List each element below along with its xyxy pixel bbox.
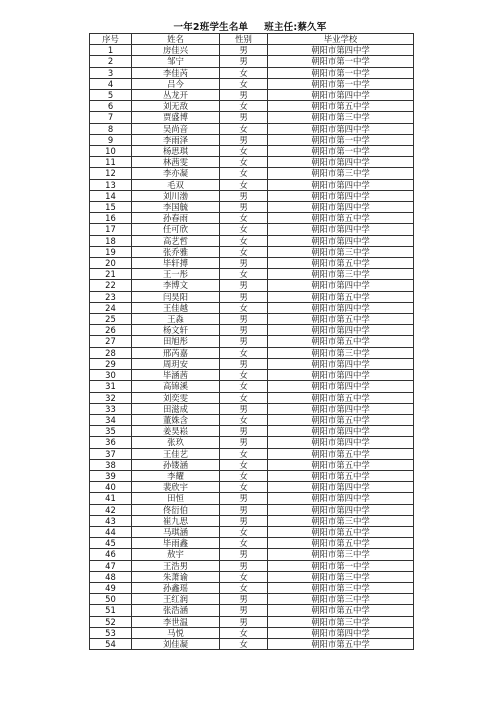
cell-index: 49 [90,582,132,593]
cell-index: 51 [90,605,132,616]
table-row [90,470,414,481]
table-row [90,269,414,280]
table-row [90,157,414,168]
table-row [90,594,414,605]
table-row [90,45,414,56]
cell-index: 44 [90,526,132,537]
cell-name: 丛龙开 [132,90,220,101]
cell-index: 28 [90,347,132,358]
cell-school: 朝阳市第五中学 [268,448,414,459]
cell-index: 16 [90,213,132,224]
cell-gender: 女 [220,638,268,649]
cell-school: 朝阳市第四中学 [268,437,414,448]
cell-index: 1 [90,45,132,56]
cell-index: 47 [90,560,132,571]
cell-school: 朝阳市第四中学 [268,381,414,392]
cell-index: 10 [90,146,132,157]
cell-index: 43 [90,515,132,526]
cell-gender: 女 [220,235,268,246]
cell-school: 朝阳市第一中学 [268,146,414,157]
table-row [90,627,414,638]
cell-gender: 女 [220,627,268,638]
cell-gender: 女 [220,459,268,470]
table-row [90,336,414,347]
cell-school: 朝阳市第四中学 [268,493,414,504]
cell-index: 53 [90,627,132,638]
cell-school: 朝阳市第五中学 [268,414,414,425]
cell-school: 朝阳市第五中学 [268,538,414,549]
table-row [90,549,414,560]
cell-index: 9 [90,134,132,145]
table-row [90,168,414,179]
cell-gender: 男 [220,291,268,302]
cell-index: 11 [90,157,132,168]
cell-index: 25 [90,314,132,325]
cell-index: 33 [90,403,132,414]
cell-index: 32 [90,392,132,403]
cell-name: 毕涵茜 [132,370,220,381]
cell-school: 朝阳市第三中学 [268,616,414,627]
cell-name: 敖宇 [132,549,220,560]
cell-school: 朝阳市第四中学 [268,627,414,638]
table-row [90,123,414,134]
cell-name: 王一彤 [132,269,220,280]
table-row [90,560,414,571]
cell-name: 刘奕雯 [132,392,220,403]
cell-name: 崔九思 [132,515,220,526]
cell-name: 杨文轩 [132,325,220,336]
cell-index: 3 [90,67,132,78]
cell-index: 4 [90,78,132,89]
cell-gender: 女 [220,582,268,593]
table-row [90,246,414,257]
table-row [90,146,414,157]
table-row [90,414,414,425]
cell-name: 张玖 [132,437,220,448]
cell-gender: 女 [220,269,268,280]
cell-index: 2 [90,56,132,67]
cell-school: 朝阳市第一中学 [268,560,414,571]
cell-name: 林茜雯 [132,157,220,168]
cell-name: 马琪涵 [132,526,220,537]
table-row [90,571,414,582]
cell-school: 朝阳市第五中学 [268,258,414,269]
cell-school: 朝阳市第五中学 [268,470,414,481]
table-row [90,392,414,403]
cell-name: 吕今 [132,78,220,89]
cell-index: 7 [90,112,132,123]
table-row [90,538,414,549]
cell-school: 朝阳市第五中学 [268,526,414,537]
cell-gender: 男 [220,90,268,101]
cell-school: 朝阳市第四中学 [268,358,414,369]
cell-school: 朝阳市第五中学 [268,605,414,616]
cell-gender: 女 [220,302,268,313]
cell-school: 朝阳市第四中学 [268,179,414,190]
table-row [90,291,414,302]
cell-gender: 女 [220,392,268,403]
header-index: 序号 [90,34,132,45]
cell-name: 李雨泽 [132,134,220,145]
cell-school: 朝阳市第五中学 [268,101,414,112]
table-row [90,134,414,145]
cell-gender: 女 [220,448,268,459]
table-row [90,202,414,213]
cell-school: 朝阳市第三中学 [268,269,414,280]
cell-gender: 男 [220,56,268,67]
cell-name: 刘佳凝 [132,638,220,649]
cell-gender: 男 [220,504,268,515]
teacher-label: 班主任: [264,22,298,33]
student-roster-table [89,33,414,650]
cell-index: 6 [90,101,132,112]
cell-school: 朝阳市第三中学 [268,112,414,123]
cell-index: 29 [90,358,132,369]
cell-name: 李世温 [132,616,220,627]
cell-school: 朝阳市第四中学 [268,370,414,381]
cell-gender: 男 [220,403,268,414]
cell-school: 朝阳市第四中学 [268,504,414,515]
cell-name: 田恒 [132,493,220,504]
header-gender: 性别 [220,34,268,45]
table-row [90,638,414,649]
cell-school: 朝阳市第五中学 [268,638,414,649]
cell-school: 朝阳市第五中学 [268,336,414,347]
cell-index: 18 [90,235,132,246]
cell-gender: 女 [220,470,268,481]
table-row [90,459,414,470]
cell-school: 朝阳市第三中学 [268,347,414,358]
cell-name: 毕轩搏 [132,258,220,269]
table-row [90,280,414,291]
cell-school: 朝阳市第三中学 [268,571,414,582]
cell-school: 朝阳市第五中学 [268,213,414,224]
cell-name: 高艺哲 [132,235,220,246]
cell-index: 12 [90,168,132,179]
table-row [90,213,414,224]
cell-index: 23 [90,291,132,302]
cell-name: 王浩男 [132,560,220,571]
table-header [90,34,414,45]
cell-index: 21 [90,269,132,280]
cell-name: 任可欣 [132,224,220,235]
cell-gender: 女 [220,101,268,112]
cell-name: 张乔雅 [132,246,220,257]
cell-school: 朝阳市第四中学 [268,123,414,134]
cell-school: 朝阳市第四中学 [268,157,414,168]
header-name: 姓名 [132,34,220,45]
cell-name: 贾盛博 [132,112,220,123]
cell-gender: 女 [220,78,268,89]
cell-gender: 男 [220,594,268,605]
cell-gender: 男 [220,515,268,526]
cell-name: 孙鑫瑶 [132,582,220,593]
cell-school: 朝阳市第三中学 [268,594,414,605]
cell-school: 朝阳市第四中学 [268,403,414,414]
cell-name: 田滋成 [132,403,220,414]
cell-index: 42 [90,504,132,515]
table-row [90,190,414,201]
cell-school: 朝阳市第四中学 [268,280,414,291]
cell-index: 30 [90,370,132,381]
cell-index: 20 [90,258,132,269]
cell-name: 李佳芮 [132,67,220,78]
cell-name: 周玥安 [132,358,220,369]
cell-gender: 男 [220,605,268,616]
cell-gender: 男 [220,202,268,213]
cell-name: 吴尚音 [132,123,220,134]
cell-name: 房佳兴 [132,45,220,56]
cell-name: 姜昊崧 [132,426,220,437]
cell-gender: 男 [220,493,268,504]
table-row [90,482,414,493]
cell-name: 孙春雨 [132,213,220,224]
cell-index: 19 [90,246,132,257]
cell-gender: 女 [220,179,268,190]
cell-index: 26 [90,325,132,336]
cell-gender: 女 [220,67,268,78]
cell-name: 毛双 [132,179,220,190]
cell-school: 朝阳市第四中学 [268,482,414,493]
cell-gender: 女 [220,347,268,358]
cell-gender: 女 [220,168,268,179]
table-row [90,78,414,89]
cell-name: 王佳越 [132,302,220,313]
cell-school: 朝阳市第四中学 [268,426,414,437]
table-row [90,370,414,381]
cell-name: 高锦溪 [132,381,220,392]
cell-index: 36 [90,437,132,448]
cell-gender: 女 [220,123,268,134]
cell-gender: 男 [220,190,268,201]
table-row [90,179,414,190]
cell-name: 闫昊阳 [132,291,220,302]
cell-gender: 男 [220,549,268,560]
cell-name: 李国毓 [132,202,220,213]
table-row [90,582,414,593]
cell-name: 李博文 [132,280,220,291]
cell-name: 田旭彤 [132,336,220,347]
cell-school: 朝阳市第三中学 [268,168,414,179]
cell-school: 朝阳市第四中学 [268,90,414,101]
cell-school: 朝阳市第四中学 [268,235,414,246]
cell-name: 朱萧谕 [132,571,220,582]
table-row [90,504,414,515]
cell-school: 朝阳市第五中学 [268,459,414,470]
table-row [90,235,414,246]
cell-index: 31 [90,381,132,392]
cell-school: 朝阳市第三中学 [268,246,414,257]
table-body [90,45,414,650]
cell-school: 朝阳市第三中学 [268,515,414,526]
cell-index: 48 [90,571,132,582]
table-row [90,258,414,269]
cell-name: 杨思琪 [132,146,220,157]
table-row [90,90,414,101]
cell-gender: 女 [220,246,268,257]
table-row [90,448,414,459]
cell-school: 朝阳市第四中学 [268,325,414,336]
table-row [90,112,414,123]
cell-name: 邹宁 [132,56,220,67]
cell-name: 张浩涵 [132,605,220,616]
cell-gender: 女 [220,370,268,381]
cell-school: 朝阳市第五中学 [268,314,414,325]
cell-gender: 男 [220,426,268,437]
cell-school: 朝阳市第一中学 [268,78,414,89]
table-row [90,314,414,325]
cell-name: 王佳艺 [132,448,220,459]
cell-index: 46 [90,549,132,560]
cell-index: 5 [90,90,132,101]
cell-school: 朝阳市第一中学 [268,134,414,145]
table-row [90,224,414,235]
cell-gender: 男 [220,45,268,56]
cell-school: 朝阳市第四中学 [268,224,414,235]
cell-gender: 男 [220,560,268,571]
header-school: 毕业学校 [268,34,414,45]
cell-index: 38 [90,459,132,470]
cell-name: 马悦 [132,627,220,638]
cell-gender: 男 [220,134,268,145]
cell-school: 朝阳市第四中学 [268,45,414,56]
cell-gender: 男 [220,437,268,448]
cell-gender: 男 [220,336,268,347]
cell-gender: 男 [220,325,268,336]
cell-gender: 女 [220,571,268,582]
table-row [90,381,414,392]
table-row [90,616,414,627]
cell-gender: 女 [220,526,268,537]
table-row [90,101,414,112]
page-title [0,19,500,33]
cell-name: 董姝含 [132,414,220,425]
cell-school: 朝阳市第一中学 [268,56,414,67]
cell-index: 37 [90,448,132,459]
cell-index: 50 [90,594,132,605]
cell-school: 朝阳市第四中学 [268,302,414,313]
cell-name: 孙镂涵 [132,459,220,470]
cell-gender: 男 [220,358,268,369]
teacher-name: 蔡久军 [297,22,327,33]
cell-index: 39 [90,470,132,481]
table-row [90,403,414,414]
cell-index: 24 [90,302,132,313]
cell-name: 刘川渤 [132,190,220,201]
cell-gender: 男 [220,258,268,269]
cell-index: 54 [90,638,132,649]
cell-gender: 男 [220,616,268,627]
cell-school: 朝阳市第五中学 [268,291,414,302]
cell-index: 15 [90,202,132,213]
cell-gender: 女 [220,538,268,549]
cell-gender: 男 [220,112,268,123]
cell-school: 朝阳市第一中学 [268,67,414,78]
cell-name: 王淼 [132,314,220,325]
cell-name: 王红润 [132,594,220,605]
cell-gender: 女 [220,157,268,168]
cell-index: 8 [90,123,132,134]
table-row [90,358,414,369]
cell-school: 朝阳市第三中学 [268,582,414,593]
cell-gender: 女 [220,482,268,493]
cell-index: 14 [90,190,132,201]
cell-school: 朝阳市第三中学 [268,549,414,560]
table-row [90,325,414,336]
cell-index: 22 [90,280,132,291]
cell-index: 27 [90,336,132,347]
cell-name: 毕雨鑫 [132,538,220,549]
cell-name: 裴欣宇 [132,482,220,493]
table-row [90,56,414,67]
cell-gender: 男 [220,280,268,291]
cell-gender: 女 [220,414,268,425]
table-row [90,605,414,616]
cell-name: 李亦凝 [132,168,220,179]
cell-index: 34 [90,414,132,425]
cell-index: 40 [90,482,132,493]
table-row [90,437,414,448]
cell-school: 朝阳市第四中学 [268,202,414,213]
cell-name: 佟衍伯 [132,504,220,515]
cell-gender: 女 [220,224,268,235]
roster-title: 一年2班学生名单 [173,22,249,33]
cell-index: 35 [90,426,132,437]
cell-name: 邢芮嘉 [132,347,220,358]
table-row [90,347,414,358]
table-row [90,426,414,437]
cell-gender: 女 [220,213,268,224]
cell-index: 52 [90,616,132,627]
cell-school: 朝阳市第五中学 [268,392,414,403]
cell-name: 李耀 [132,470,220,481]
table-row [90,302,414,313]
cell-name: 刘无敌 [132,101,220,112]
cell-gender: 女 [220,381,268,392]
cell-gender: 男 [220,314,268,325]
cell-index: 13 [90,179,132,190]
table-row [90,526,414,537]
table-row [90,515,414,526]
table-row [90,493,414,504]
cell-index: 17 [90,224,132,235]
cell-index: 41 [90,493,132,504]
cell-index: 45 [90,538,132,549]
header-row [90,34,414,45]
cell-gender: 女 [220,146,268,157]
cell-school: 朝阳市第四中学 [268,190,414,201]
table-row [90,67,414,78]
